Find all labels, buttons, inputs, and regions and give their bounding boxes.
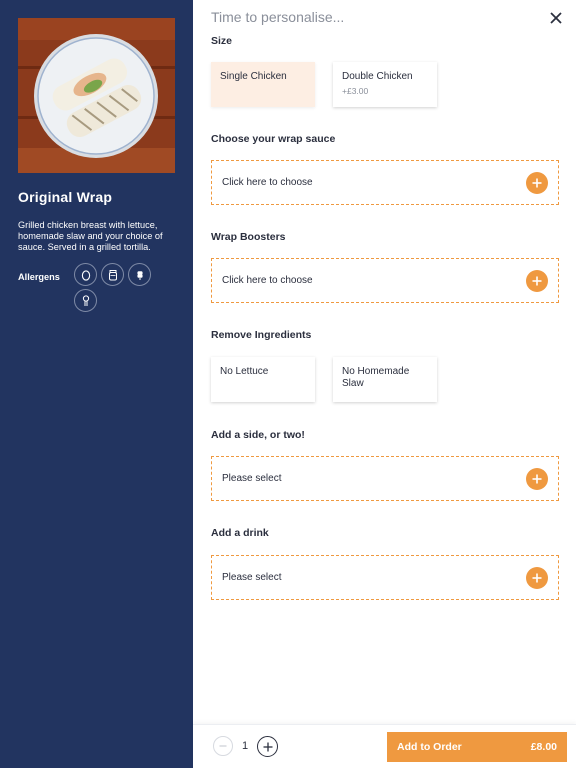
plus-icon	[526, 468, 548, 490]
boosters-chooser[interactable]	[211, 258, 559, 303]
remove-option-lettuce[interactable]	[211, 357, 315, 402]
remove-section-title: Remove Ingredients	[211, 329, 312, 341]
minus-icon	[219, 742, 227, 750]
product-title: Original Wrap	[18, 189, 113, 205]
size-option-single[interactable]	[211, 62, 315, 107]
drinks-section-title: Add a drink	[211, 527, 269, 539]
size-option-double[interactable]	[333, 62, 437, 107]
chooser-label: Please select	[222, 572, 282, 583]
drinks-chooser[interactable]	[211, 555, 559, 600]
sides-chooser[interactable]	[211, 456, 559, 501]
plus-icon	[526, 172, 548, 194]
quantity-value: 1	[241, 740, 249, 752]
option-price: +£3.00	[342, 86, 369, 96]
product-panel	[0, 0, 193, 768]
plus-icon	[526, 567, 548, 589]
page-title: Time to personalise...	[211, 9, 345, 25]
option-label: Double Chicken	[342, 71, 413, 82]
order-footer	[193, 724, 576, 768]
mustard-jar-icon	[101, 263, 124, 286]
boosters-section-title: Wrap Boosters	[211, 231, 286, 243]
plus-icon	[526, 270, 548, 292]
product-description: Grilled chicken breast with lettuce, homemade slaw and your choice of sauce. Served in a grilled tortilla.	[18, 220, 163, 252]
plus-icon	[263, 742, 273, 752]
sauce-section-title: Choose your wrap sauce	[211, 133, 336, 145]
celery-icon	[74, 289, 97, 312]
size-section-title: Size	[211, 35, 233, 47]
chooser-label: Please select	[222, 473, 282, 484]
add-to-order-button[interactable]	[387, 732, 567, 762]
egg-icon	[74, 263, 97, 286]
sauce-chooser[interactable]	[211, 160, 559, 205]
allergens-label: Allergens	[18, 272, 60, 282]
close-button[interactable]	[545, 7, 567, 29]
option-label: Single Chicken	[220, 71, 287, 82]
chooser-label: Click here to choose	[222, 177, 313, 188]
add-to-order-label: Add to Order	[397, 741, 462, 753]
quantity-increase-button[interactable]	[257, 736, 278, 757]
option-label: No Lettuce	[220, 366, 269, 377]
sides-section-title: Add a side, or two!	[211, 429, 305, 441]
wheat-icon	[128, 263, 151, 286]
quantity-decrease-button[interactable]	[213, 736, 233, 756]
product-image	[18, 18, 175, 173]
option-label: No Homemade Slaw	[342, 366, 410, 389]
order-total-price: £8.00	[530, 741, 557, 753]
remove-option-slaw[interactable]	[333, 357, 437, 402]
chooser-label: Click here to choose	[222, 275, 313, 286]
close-icon	[549, 11, 563, 25]
